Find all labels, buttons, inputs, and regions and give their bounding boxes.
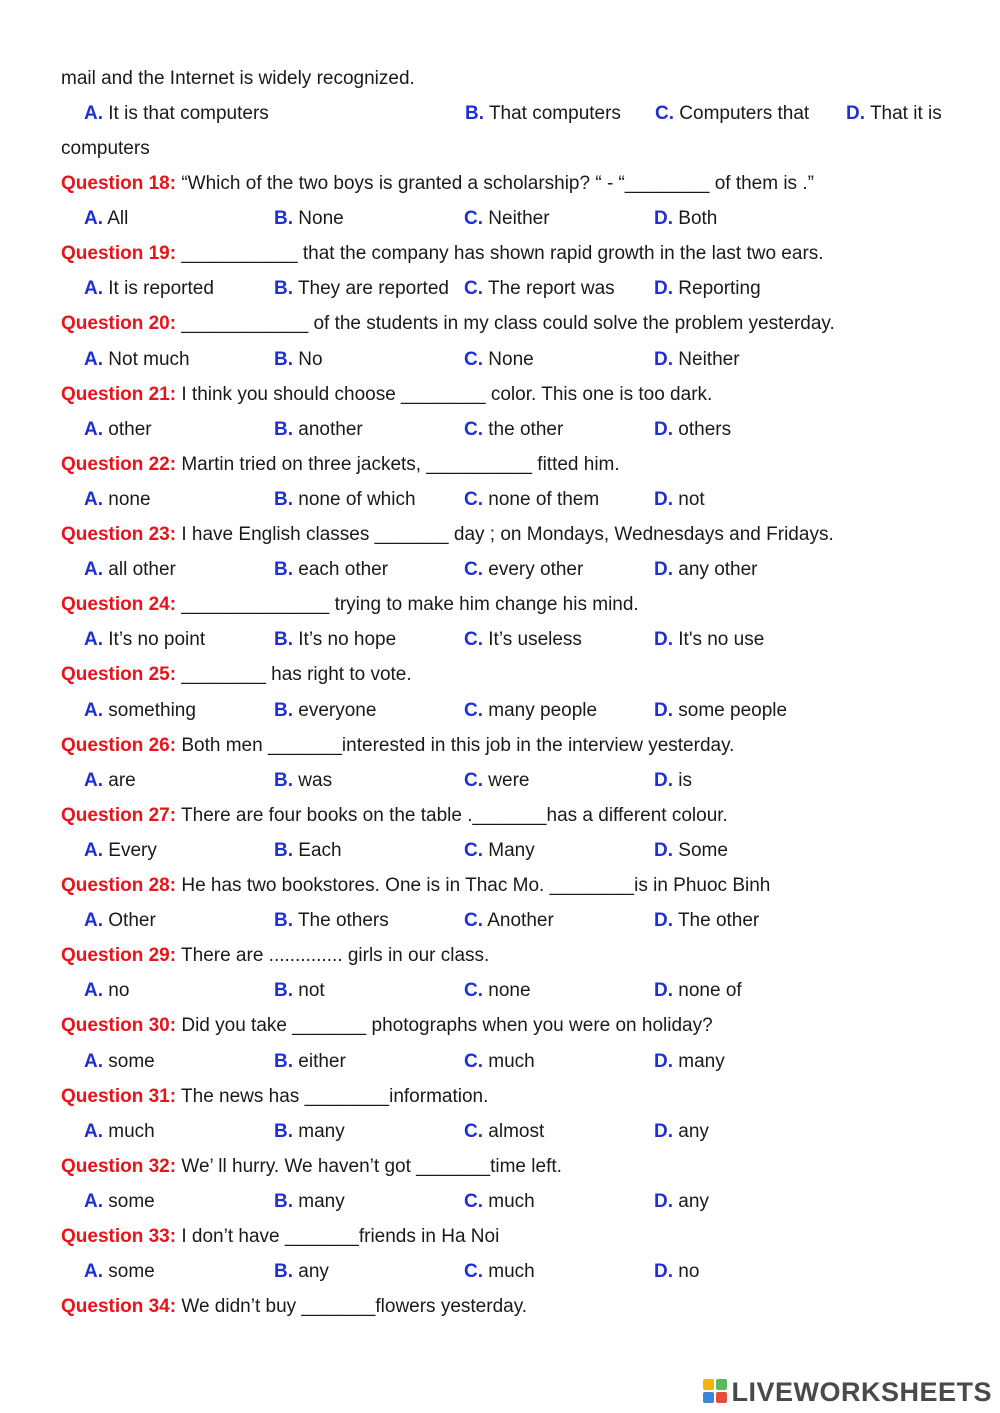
option-letter: D. bbox=[654, 208, 673, 229]
option-text: any bbox=[678, 1191, 709, 1212]
question-text: I have English classes _______ day ; on Mondays, Wednesdays and Fridays. bbox=[181, 524, 834, 545]
option-letter: D. bbox=[654, 700, 673, 721]
option-text: almost bbox=[488, 1121, 545, 1142]
option-letter: A. bbox=[84, 489, 103, 510]
question-text: There are four books on the table ._______has a different colour. bbox=[181, 805, 728, 826]
option-letter: B. bbox=[274, 840, 293, 861]
option-letter: A. bbox=[84, 910, 103, 931]
option-letter: C. bbox=[464, 980, 483, 1001]
answer-option[interactable] bbox=[274, 558, 388, 582]
answer-option[interactable] bbox=[274, 277, 449, 301]
option-text: The others bbox=[297, 910, 389, 931]
intro-line: mail and the Internet is widely recognized. bbox=[61, 68, 415, 89]
option-text: It’s no hope bbox=[298, 629, 397, 650]
answer-option[interactable] bbox=[274, 418, 363, 442]
question-text: I think you should choose ________ color. This one is too dark. bbox=[181, 384, 713, 405]
question-label: Question 31: bbox=[61, 1086, 177, 1107]
question-label: Question 25: bbox=[61, 664, 177, 685]
question-label: Question 30: bbox=[61, 1015, 177, 1036]
option-text: much bbox=[488, 1051, 535, 1072]
answer-option[interactable] bbox=[84, 418, 152, 442]
answer-option[interactable] bbox=[274, 769, 332, 793]
answer-option[interactable] bbox=[84, 348, 190, 372]
option-text: That computers bbox=[488, 103, 621, 124]
option-letter: D. bbox=[654, 840, 673, 861]
option-text: no bbox=[108, 980, 130, 1001]
question-line bbox=[61, 523, 834, 547]
question-text: Did you take _______ photographs when you were on holiday? bbox=[181, 1015, 713, 1036]
option-text: other bbox=[108, 419, 152, 440]
question-text: ______________ trying to make him change his mind. bbox=[181, 594, 639, 615]
option-text: Not much bbox=[108, 349, 190, 370]
answer-option[interactable] bbox=[274, 488, 416, 512]
option-letter: A. bbox=[84, 980, 103, 1001]
answer-option[interactable] bbox=[654, 488, 705, 512]
question-text: ___________ that the company has shown rapid growth in the last two ears. bbox=[181, 243, 824, 264]
answer-option[interactable] bbox=[464, 1120, 544, 1144]
option-text: are bbox=[108, 770, 136, 791]
question-line bbox=[61, 663, 412, 687]
answer-option[interactable] bbox=[654, 1050, 725, 1074]
answer-option[interactable] bbox=[84, 207, 128, 231]
answer-option[interactable] bbox=[464, 699, 597, 723]
option-text: All bbox=[107, 208, 129, 229]
answer-option[interactable] bbox=[84, 1190, 155, 1214]
liveworksheets-logo bbox=[703, 1375, 992, 1409]
answer-option[interactable] bbox=[274, 207, 344, 231]
option-text: The report was bbox=[487, 278, 615, 299]
answer-option[interactable] bbox=[84, 699, 196, 723]
answer-option[interactable] bbox=[655, 102, 809, 126]
option-letter: D. bbox=[654, 980, 673, 1001]
answer-option[interactable] bbox=[84, 102, 269, 126]
answer-option[interactable] bbox=[464, 1190, 535, 1214]
logo-mark-icon bbox=[703, 1379, 729, 1405]
option-letter: D. bbox=[654, 278, 673, 299]
option-text: none of them bbox=[488, 489, 600, 510]
option-text: Both bbox=[678, 208, 718, 229]
question-label: Question 32: bbox=[61, 1156, 177, 1177]
option-text: another bbox=[298, 419, 363, 440]
question-label: Question 19: bbox=[61, 243, 177, 264]
option-letter: A. bbox=[84, 1191, 103, 1212]
option-text: none bbox=[108, 489, 151, 510]
option-text: some bbox=[108, 1261, 155, 1282]
option-text: It's no use bbox=[678, 629, 765, 650]
option-letter: B. bbox=[274, 1051, 293, 1072]
question-line bbox=[61, 312, 835, 336]
answer-option[interactable] bbox=[464, 488, 599, 512]
option-text: either bbox=[298, 1051, 346, 1072]
answer-option[interactable] bbox=[464, 207, 550, 231]
option-letter: B. bbox=[465, 103, 484, 124]
question-text: “Which of the two boys is granted a scholarship? “ - “________ of them is .” bbox=[181, 173, 814, 194]
option-text: no bbox=[678, 1261, 700, 1282]
option-text: It is reported bbox=[108, 278, 214, 299]
option-letter: A. bbox=[84, 840, 103, 861]
question-label: Question 20: bbox=[61, 313, 177, 334]
question-line bbox=[61, 1085, 488, 1109]
question-line bbox=[61, 453, 620, 477]
option-text: none bbox=[488, 980, 531, 1001]
question-text: He has two bookstores. One is in Thac Mo. ________is in Phuoc Binh bbox=[181, 875, 771, 896]
option-text: much bbox=[108, 1121, 155, 1142]
answer-option[interactable] bbox=[84, 628, 205, 652]
option-letter: B. bbox=[274, 278, 293, 299]
intro-wrap-line: computers bbox=[61, 138, 150, 159]
option-letter: A. bbox=[84, 349, 103, 370]
question-line bbox=[61, 172, 814, 196]
question-label: Question 24: bbox=[61, 594, 177, 615]
answer-option[interactable] bbox=[846, 102, 942, 126]
answer-option[interactable] bbox=[84, 558, 176, 582]
question-text: ____________ of the students in my class could solve the problem yesterday. bbox=[181, 313, 835, 334]
question-line bbox=[61, 1014, 713, 1038]
question-text: We’ ll hurry. We haven’t got _______time left. bbox=[181, 1156, 562, 1177]
option-text: every other bbox=[488, 559, 584, 580]
option-letter: C. bbox=[464, 770, 483, 791]
option-letter: B. bbox=[274, 700, 293, 721]
question-label: Question 21: bbox=[61, 384, 177, 405]
answer-option[interactable] bbox=[84, 909, 156, 933]
answer-option[interactable] bbox=[654, 418, 731, 442]
option-text: many bbox=[298, 1121, 345, 1142]
question-label: Question 26: bbox=[61, 735, 177, 756]
answer-option[interactable] bbox=[464, 979, 531, 1003]
option-letter: A. bbox=[84, 103, 103, 124]
answer-option[interactable] bbox=[654, 558, 758, 582]
answer-option[interactable] bbox=[654, 277, 761, 301]
option-text: the other bbox=[488, 419, 564, 440]
answer-option[interactable] bbox=[274, 979, 325, 1003]
option-letter: C. bbox=[464, 559, 483, 580]
option-text: none of which bbox=[298, 489, 416, 510]
answer-option[interactable] bbox=[274, 1120, 345, 1144]
option-text: any other bbox=[678, 559, 758, 580]
logo-brand-text: LIVEWORKSHEETS bbox=[731, 1376, 992, 1407]
option-letter: C. bbox=[464, 910, 483, 931]
option-text: The other bbox=[677, 910, 760, 931]
option-letter: D. bbox=[846, 103, 865, 124]
option-text: any bbox=[298, 1261, 329, 1282]
question-text: Martin tried on three jackets, __________ fitted him. bbox=[181, 454, 620, 475]
question-line bbox=[61, 804, 728, 828]
answer-option[interactable] bbox=[84, 839, 157, 863]
option-letter: A. bbox=[84, 770, 103, 791]
option-text: It’s useless bbox=[488, 629, 582, 650]
option-letter: C. bbox=[464, 1261, 483, 1282]
option-letter: B. bbox=[274, 629, 293, 650]
option-text: Neither bbox=[488, 208, 550, 229]
option-letter: A. bbox=[84, 629, 103, 650]
answer-option[interactable] bbox=[464, 1050, 535, 1074]
option-letter: A. bbox=[84, 559, 103, 580]
answer-option[interactable] bbox=[84, 979, 129, 1003]
option-text: Some bbox=[678, 840, 728, 861]
option-text: Every bbox=[108, 840, 157, 861]
option-letter: D. bbox=[654, 1051, 673, 1072]
question-label: Question 29: bbox=[61, 945, 177, 966]
question-text: We didn’t buy _______flowers yesterday. bbox=[181, 1296, 528, 1317]
option-letter: D. bbox=[654, 559, 673, 580]
answer-option[interactable] bbox=[464, 909, 554, 933]
answer-option[interactable] bbox=[274, 699, 376, 723]
question-line bbox=[61, 1295, 527, 1319]
option-letter: B. bbox=[274, 770, 293, 791]
question-line bbox=[61, 874, 770, 898]
option-letter: D. bbox=[654, 1121, 673, 1142]
option-letter: B. bbox=[274, 419, 293, 440]
option-text: No bbox=[298, 349, 323, 370]
option-text: Reporting bbox=[678, 278, 761, 299]
question-text: The news has ________information. bbox=[181, 1086, 489, 1107]
answer-option[interactable] bbox=[464, 628, 582, 652]
answer-option[interactable] bbox=[654, 207, 717, 231]
option-letter: C. bbox=[655, 103, 674, 124]
answer-option[interactable] bbox=[464, 839, 535, 863]
question-line bbox=[61, 1225, 499, 1249]
option-letter: C. bbox=[464, 1191, 483, 1212]
option-text: Computers that bbox=[679, 103, 810, 124]
option-letter: D. bbox=[654, 629, 673, 650]
option-letter: D. bbox=[654, 419, 673, 440]
answer-option[interactable] bbox=[654, 1260, 699, 1284]
option-text: not bbox=[298, 980, 325, 1001]
answer-option[interactable] bbox=[464, 277, 615, 301]
answer-option[interactable] bbox=[654, 979, 742, 1003]
answer-option[interactable] bbox=[654, 769, 692, 793]
option-letter: C. bbox=[464, 700, 483, 721]
answer-option[interactable] bbox=[654, 348, 740, 372]
option-letter: B. bbox=[274, 349, 293, 370]
option-letter: A. bbox=[84, 208, 103, 229]
question-line bbox=[61, 734, 734, 758]
question-text: I don’t have _______friends in Ha Noi bbox=[181, 1226, 500, 1247]
answer-option[interactable] bbox=[84, 1120, 155, 1144]
option-letter: D. bbox=[654, 349, 673, 370]
option-text: much bbox=[488, 1261, 535, 1282]
answer-option[interactable] bbox=[274, 909, 389, 933]
option-letter: C. bbox=[464, 349, 483, 370]
answer-option[interactable] bbox=[84, 1050, 155, 1074]
option-letter: B. bbox=[274, 559, 293, 580]
option-letter: C. bbox=[464, 419, 483, 440]
question-label: Question 18: bbox=[61, 173, 177, 194]
option-letter: A. bbox=[84, 700, 103, 721]
option-letter: B. bbox=[274, 489, 293, 510]
option-text: none of bbox=[678, 980, 742, 1001]
option-text: some people bbox=[678, 700, 788, 721]
option-text: Neither bbox=[678, 349, 740, 370]
option-letter: B. bbox=[274, 910, 293, 931]
question-label: Question 22: bbox=[61, 454, 177, 475]
option-letter: B. bbox=[274, 208, 293, 229]
question-line bbox=[61, 593, 639, 617]
question-line bbox=[61, 944, 489, 968]
option-letter: C. bbox=[464, 208, 483, 229]
option-letter: C. bbox=[464, 1121, 483, 1142]
answer-option[interactable] bbox=[274, 348, 323, 372]
answer-option[interactable] bbox=[654, 909, 759, 933]
question-label: Question 27: bbox=[61, 805, 177, 826]
answer-option[interactable] bbox=[274, 1260, 329, 1284]
option-text: Other bbox=[108, 910, 156, 931]
answer-option[interactable] bbox=[84, 488, 151, 512]
option-text: None bbox=[488, 349, 534, 370]
option-text: It is that computers bbox=[108, 103, 269, 124]
option-letter: A. bbox=[84, 278, 103, 299]
option-letter: A. bbox=[84, 1051, 103, 1072]
option-text: Another bbox=[487, 910, 554, 931]
option-letter: D. bbox=[654, 910, 673, 931]
answer-option[interactable] bbox=[465, 102, 621, 126]
option-text: It’s no point bbox=[108, 629, 206, 650]
option-text: something bbox=[108, 700, 196, 721]
option-text: everyone bbox=[298, 700, 377, 721]
option-text: any bbox=[678, 1121, 709, 1142]
option-letter: A. bbox=[84, 1121, 103, 1142]
answer-option[interactable] bbox=[654, 628, 764, 652]
option-text: some bbox=[108, 1191, 155, 1212]
option-text: is bbox=[678, 770, 693, 791]
answer-option[interactable] bbox=[464, 348, 534, 372]
answer-option[interactable] bbox=[654, 699, 787, 723]
option-letter: D. bbox=[654, 1261, 673, 1282]
option-text: each other bbox=[298, 559, 389, 580]
option-letter: A. bbox=[84, 419, 103, 440]
option-letter: A. bbox=[84, 1261, 103, 1282]
question-text: ________ has right to vote. bbox=[181, 664, 412, 685]
option-letter: C. bbox=[464, 1051, 483, 1072]
answer-option[interactable] bbox=[464, 558, 583, 582]
answer-option[interactable] bbox=[464, 1260, 535, 1284]
option-text: Each bbox=[298, 840, 342, 861]
answer-option[interactable] bbox=[654, 1190, 709, 1214]
option-text: They are reported bbox=[297, 278, 449, 299]
option-letter: B. bbox=[274, 1191, 293, 1212]
option-text: None bbox=[298, 208, 344, 229]
question-line bbox=[61, 383, 712, 407]
question-text: Both men _______interested in this job in the interview yesterday. bbox=[181, 735, 735, 756]
answer-option[interactable] bbox=[274, 839, 342, 863]
option-letter: D. bbox=[654, 770, 673, 791]
answer-option[interactable] bbox=[274, 1050, 346, 1074]
option-text: Many bbox=[488, 840, 535, 861]
option-text: all other bbox=[108, 559, 176, 580]
option-letter: C. bbox=[464, 278, 483, 299]
option-letter: D. bbox=[654, 1191, 673, 1212]
answer-option[interactable] bbox=[654, 839, 728, 863]
option-text: was bbox=[298, 770, 333, 791]
question-label: Question 33: bbox=[61, 1226, 177, 1247]
answer-option[interactable] bbox=[274, 1190, 345, 1214]
option-letter: B. bbox=[274, 980, 293, 1001]
question-label: Question 28: bbox=[61, 875, 177, 896]
option-letter: D. bbox=[654, 489, 673, 510]
answer-option[interactable] bbox=[654, 1120, 709, 1144]
question-text: There are .............. girls in our class. bbox=[181, 945, 490, 966]
option-text: many people bbox=[488, 700, 598, 721]
question-line bbox=[61, 242, 824, 266]
option-text: That it is bbox=[869, 103, 942, 124]
question-label: Question 23: bbox=[61, 524, 177, 545]
question-line bbox=[61, 1155, 562, 1179]
answer-option[interactable] bbox=[84, 769, 136, 793]
answer-option[interactable] bbox=[464, 769, 529, 793]
option-text: not bbox=[678, 489, 705, 510]
option-text: much bbox=[488, 1191, 535, 1212]
option-letter: B. bbox=[274, 1261, 293, 1282]
option-text: were bbox=[488, 770, 530, 791]
answer-option[interactable] bbox=[84, 277, 214, 301]
option-letter: B. bbox=[274, 1121, 293, 1142]
option-text: some bbox=[108, 1051, 155, 1072]
option-text: many bbox=[298, 1191, 345, 1212]
question-label: Question 34: bbox=[61, 1296, 177, 1317]
answer-option[interactable] bbox=[84, 1260, 155, 1284]
option-letter: C. bbox=[464, 489, 483, 510]
answer-option[interactable] bbox=[464, 418, 563, 442]
option-text: many bbox=[678, 1051, 725, 1072]
option-letter: C. bbox=[464, 629, 483, 650]
option-text: others bbox=[678, 419, 732, 440]
option-letter: C. bbox=[464, 840, 483, 861]
answer-option[interactable] bbox=[274, 628, 396, 652]
